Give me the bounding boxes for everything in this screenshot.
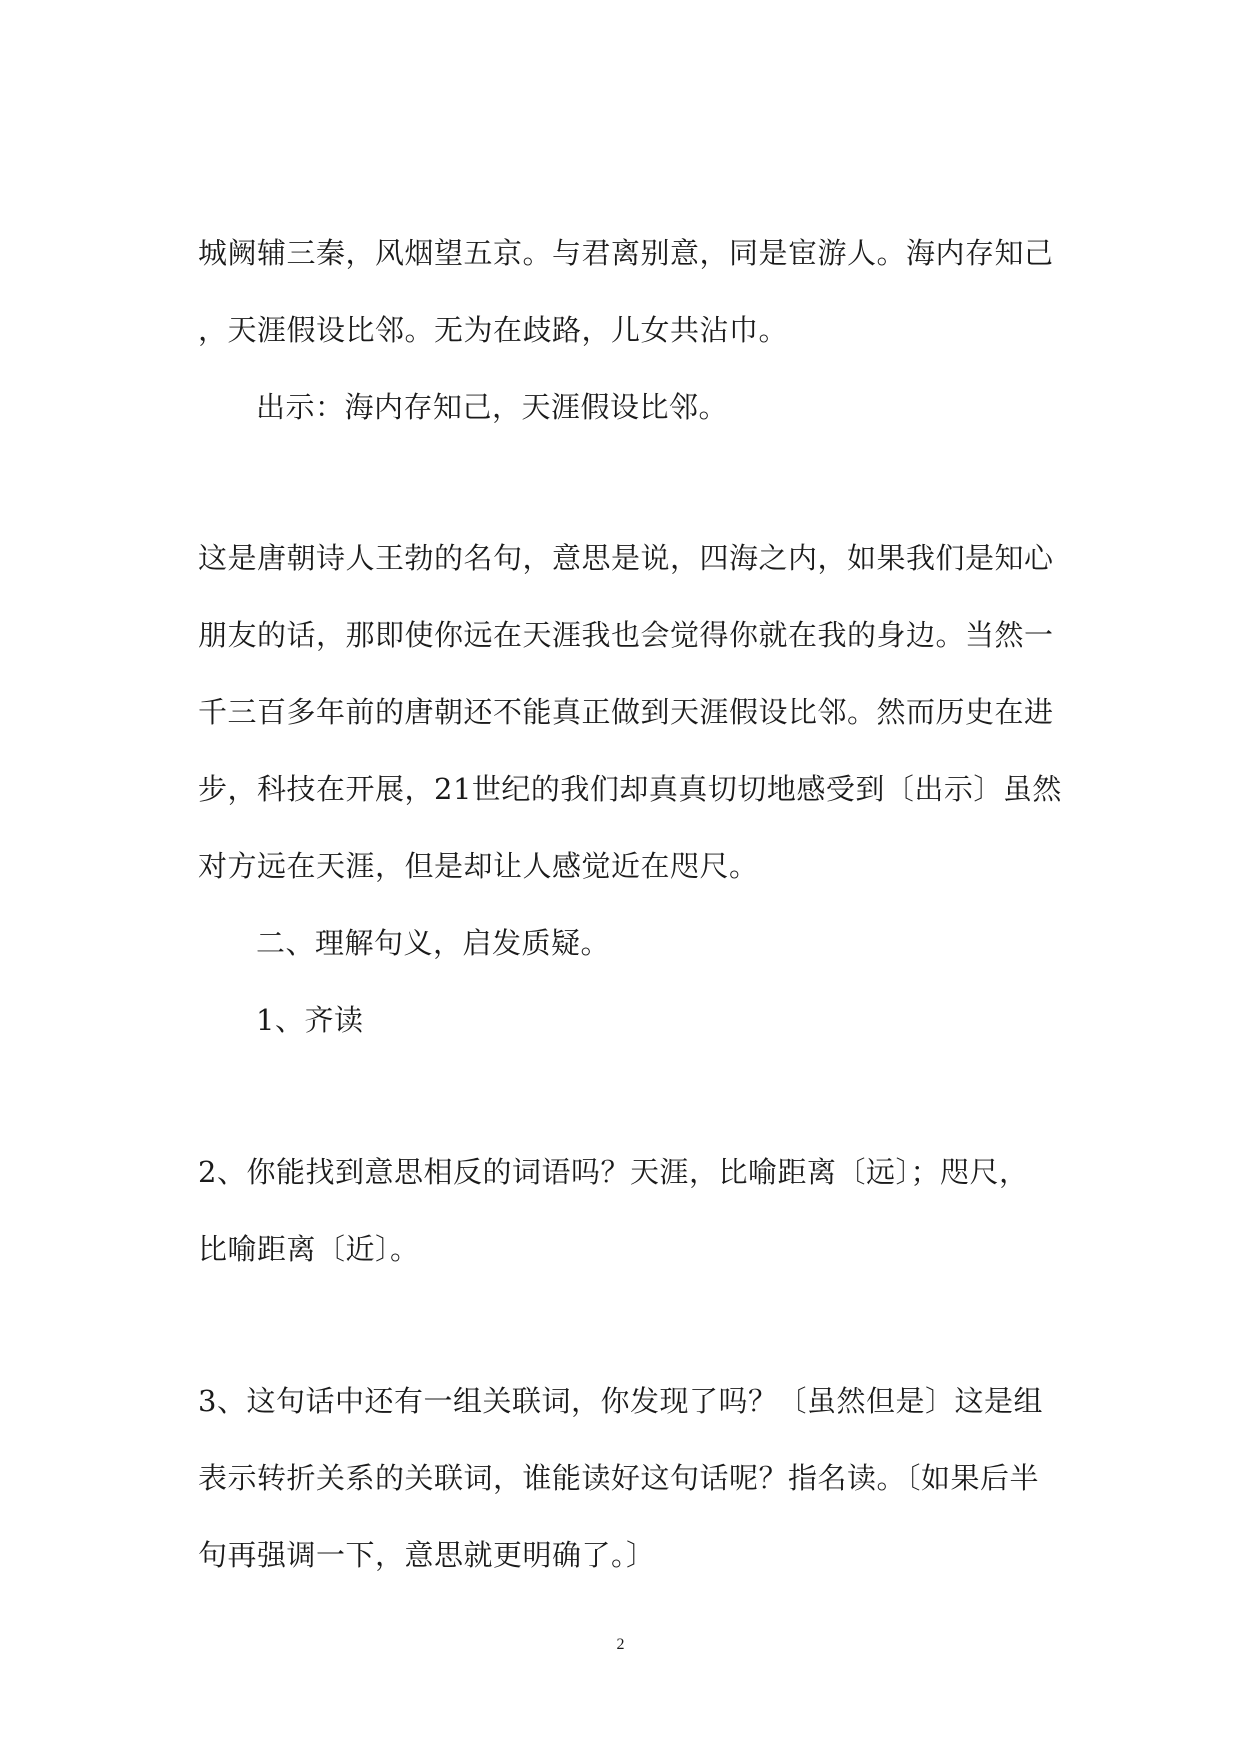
section-heading: 二、理解句义，启发质疑。 xyxy=(256,926,611,960)
page-number: 2 xyxy=(616,1636,625,1653)
text-line: 步，科技在开展，21世纪的我们却真真切切地感受到〔出示〕虽然 xyxy=(198,772,1062,806)
text-line: 出示：海内存知己，天涯假设比邻。 xyxy=(256,390,729,424)
text-line: 朋友的话，那即使你远在天涯我也会觉得你就在我的身边。当然一 xyxy=(198,618,1054,652)
text-line: 句再强调一下，意思就更明确了。〕 xyxy=(198,1538,656,1572)
text-line: 2、你能找到意思相反的词语吗？天涯，比喻距离〔远〕；咫尺， xyxy=(198,1155,1029,1189)
text-line: 这是唐朝诗人王勃的名句，意思是说，四海之内，如果我们是知心 xyxy=(198,541,1054,575)
text-line: ，天涯假设比邻。无为在歧路，儿女共沾巾。 xyxy=(198,313,789,347)
text-line: 对方远在天涯，但是却让人感觉近在咫尺。 xyxy=(198,849,759,883)
text-line: 表示转折关系的关联词，谁能读好这句话呢？指名读。〔如果后半 xyxy=(198,1461,1040,1495)
text-line: 比喻距离〔近〕。 xyxy=(198,1232,420,1266)
text-line: 千三百多年前的唐朝还不能真正做到天涯假设比邻。然而历史在进 xyxy=(198,695,1054,729)
text-line: 1、齐读 xyxy=(256,1003,364,1037)
text-line: 城阙辅三秦，风烟望五京。与君离别意，同是宦游人。海内存知己 xyxy=(198,236,1054,270)
text-line: 3、这句话中还有一组关联词，你发现了吗？〔虽然但是〕这是组 xyxy=(198,1384,1043,1418)
